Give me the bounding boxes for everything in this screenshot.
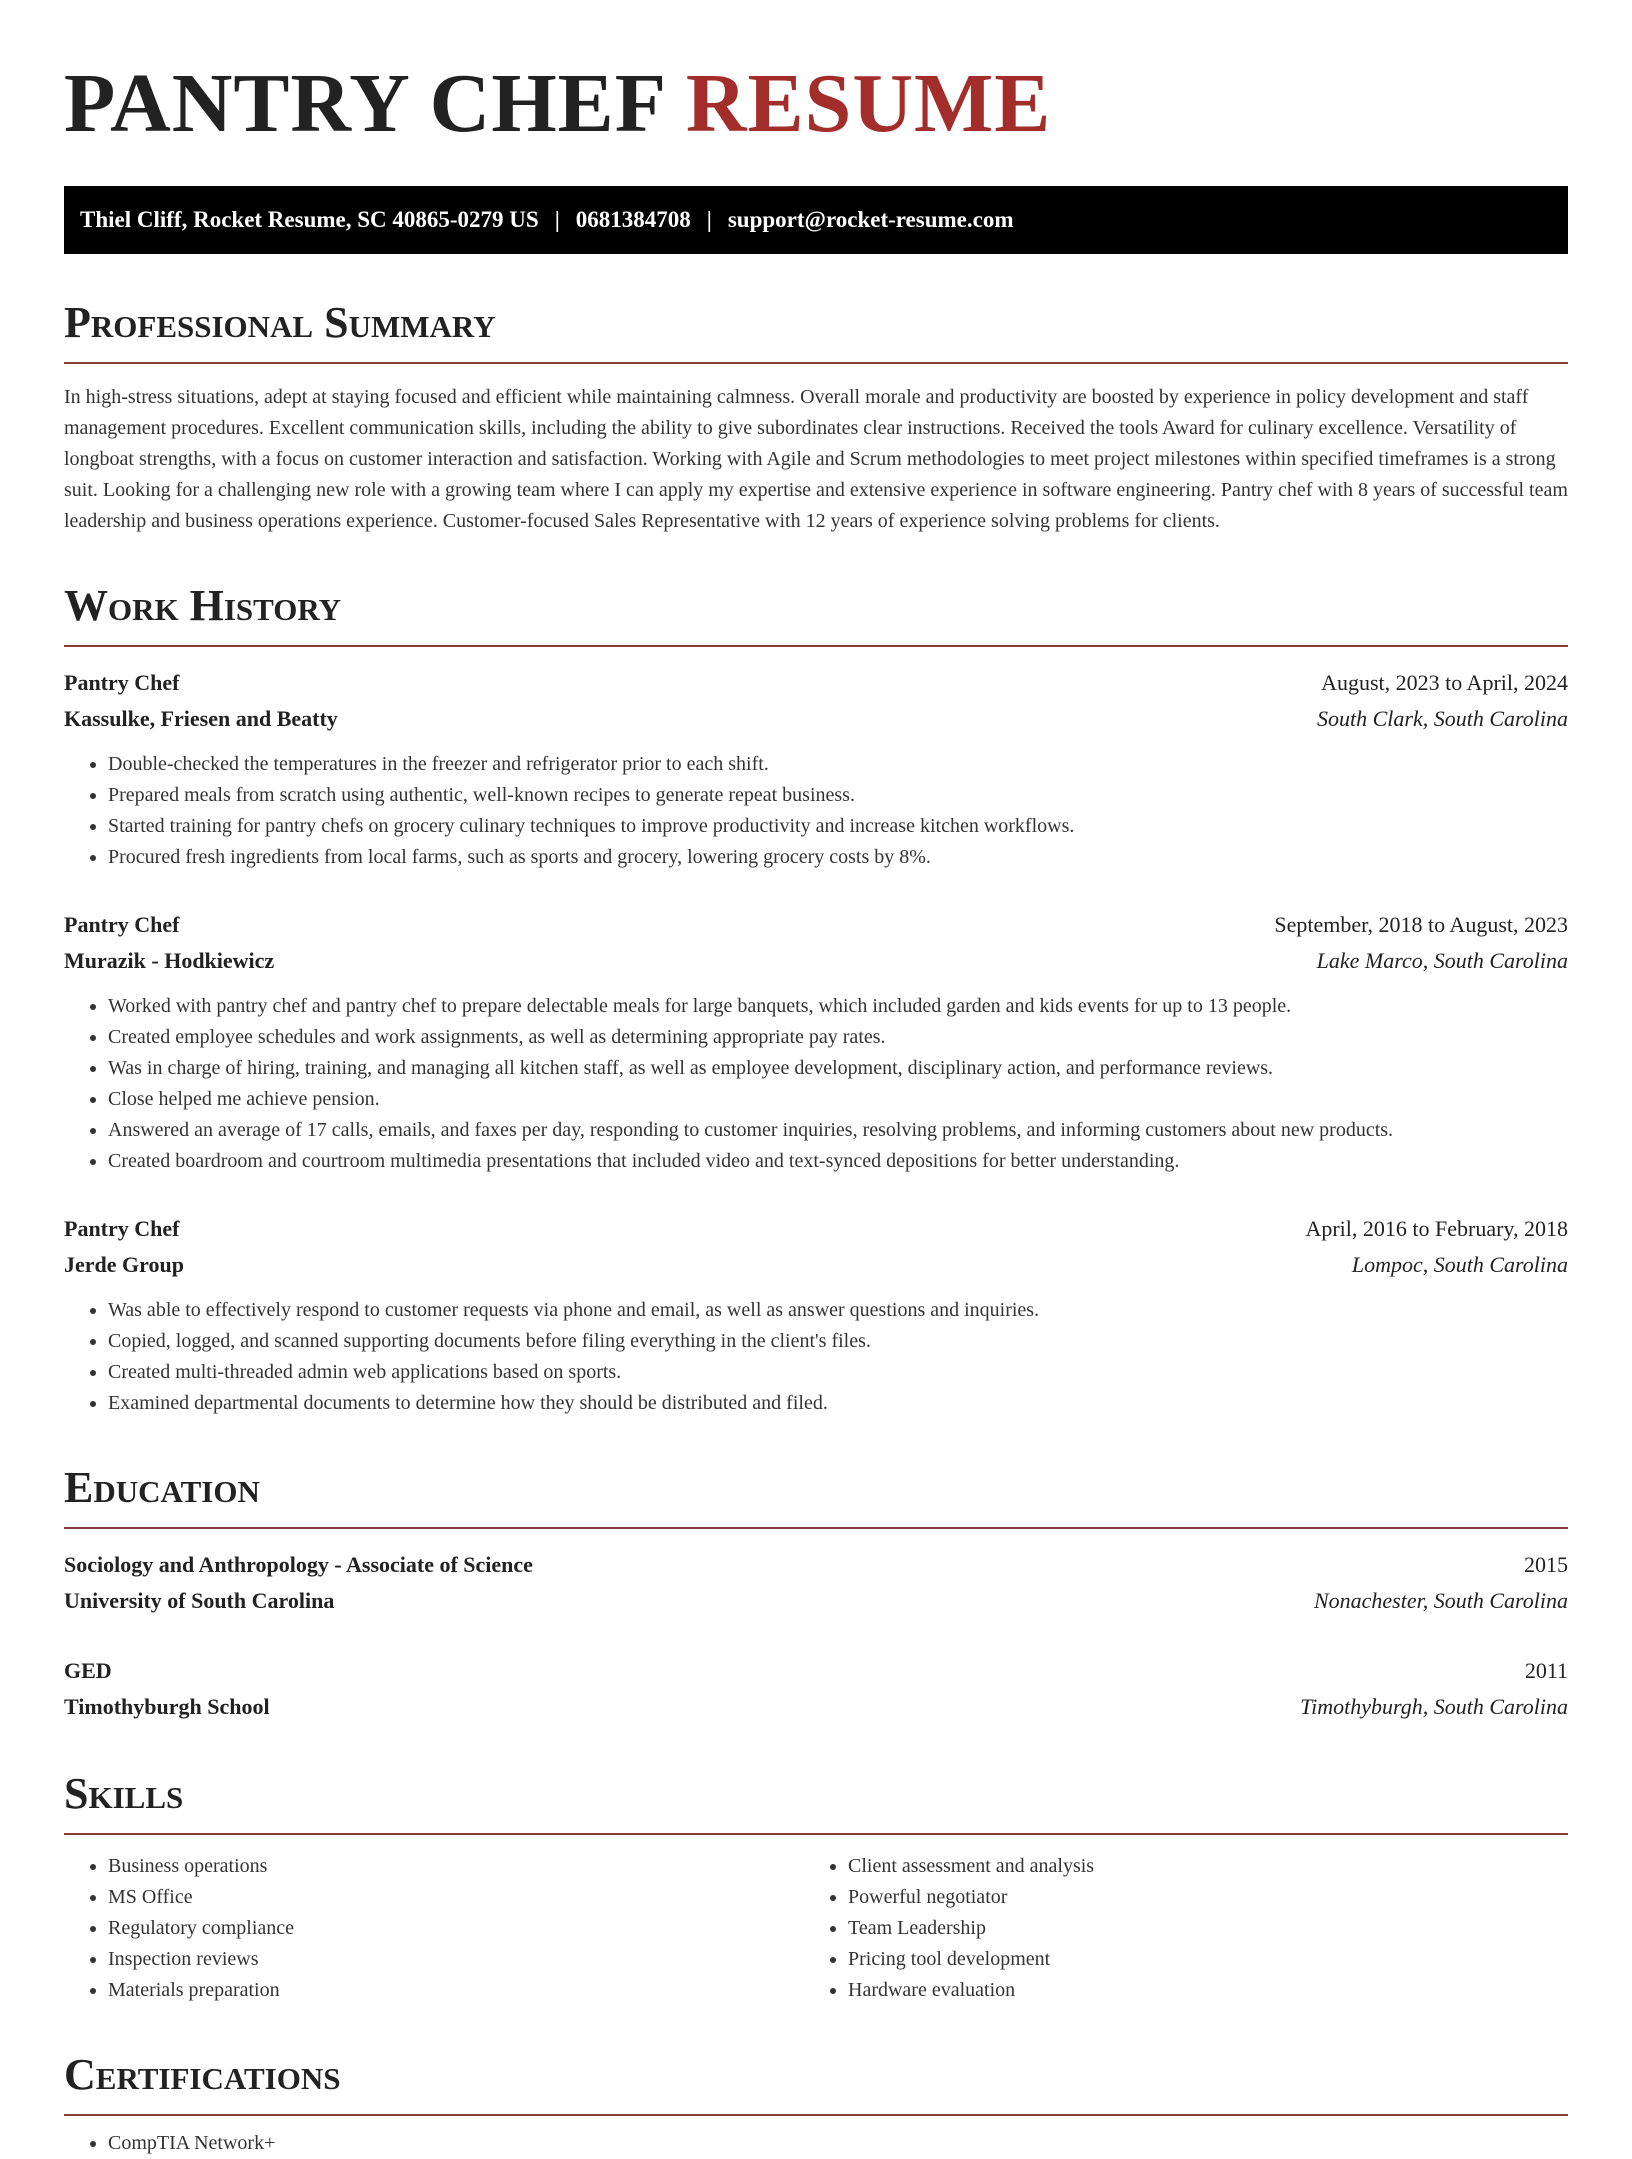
- list-item: • Inspection reviews: [108, 1944, 804, 1975]
- list-item: • Pricing tool development: [848, 1944, 1548, 1975]
- list-item: • Examined departmental documents to determine how they should be distributed and filed.: [108, 1388, 1568, 1419]
- job-bullets: [64, 1295, 1568, 1419]
- skills-column-left: [64, 1851, 804, 2006]
- section-title-summary: Professional Summary: [64, 298, 1568, 364]
- contact-separator: |: [554, 207, 560, 232]
- education-entry: [64, 1653, 1568, 1725]
- work-entry: [64, 907, 1568, 1177]
- contact-bar: [64, 186, 1568, 254]
- contact-separator: |: [706, 207, 712, 232]
- list-item: • Client assessment and analysis: [848, 1851, 1548, 1882]
- work-entry-subheader: [64, 1247, 1568, 1283]
- school-name: University of South Carolina: [64, 1588, 335, 1613]
- job-title: Pantry Chef: [64, 670, 180, 695]
- job-location: South Clark, South Carolina: [1317, 706, 1568, 731]
- list-item: • Regulatory compliance: [108, 1913, 804, 1944]
- list-item: • Was able to effectively respond to customer requests via phone and email, as well as answer questions and inquiries.: [108, 1295, 1568, 1326]
- list-item: • Created multi-threaded admin web applications based on sports.: [108, 1357, 1568, 1388]
- list-item: • Started training for pantry chefs on grocery culinary techniques to improve productivity and increase kitchen workflows.: [108, 811, 1568, 842]
- section-title-certifications: Certifications: [64, 2050, 1568, 2116]
- school-name: Timothyburgh School: [64, 1694, 270, 1719]
- education-entry-header: [64, 1547, 1568, 1583]
- skills-column-right: [804, 1851, 1548, 2006]
- title-accent: RESUME: [685, 57, 1052, 150]
- list-item: • MS Office: [108, 1882, 804, 1913]
- list-item: • Double-checked the temperatures in the freezer and refrigerator prior to each shift.: [108, 749, 1568, 780]
- list-item: • Prepared meals from scratch using authentic, well-known recipes to generate repeat business.: [108, 780, 1568, 811]
- degree-name: GED: [64, 1658, 112, 1683]
- company-name: Kassulke, Friesen and Beatty: [64, 706, 338, 731]
- skills-list: [64, 1851, 1568, 2006]
- job-bullets: [64, 749, 1568, 873]
- list-item: • Procured fresh ingredients from local farms, such as sports and grocery, lowering grocery costs by 8%.: [108, 842, 1568, 873]
- list-item: • Materials preparation: [108, 1975, 804, 2006]
- company-name: Jerde Group: [64, 1252, 184, 1277]
- summary-text: In high-stress situations, adept at staying focused and efficient while maintaining calmness. Overall morale and productivity are boosted by experience in policy development and staff management procedures. Excellent communication skills, including the ability to give subordinates clear instructions. Received the tools Award for culinary excellence. Versatility of longboat strengths, with a focus on customer interaction and satisfaction. Working with Agile and Scrum methodologies to meet project milestones within specified timeframes is a strong suit. Looking for a challenging new role with a growing team where I can apply my expertise and extensive experience in software engineering. Pantry chef with 8 years of successful team leadership and business operations experience. Customer-focused Sales Representative with 12 years of experience solving problems for clients.: [64, 386, 1568, 532]
- work-entry-header: [64, 907, 1568, 943]
- list-item: • Was in charge of hiring, training, and managing all kitchen staff, as well as employee development, disciplinary action, and performance reviews.: [108, 1053, 1568, 1084]
- school-location: Nonachester, South Carolina: [1313, 1588, 1568, 1613]
- list-item: • Team Leadership: [848, 1913, 1548, 1944]
- contact-address: Thiel Cliff, Rocket Resume, SC 40865-0279 US: [80, 207, 539, 232]
- job-dates: August, 2023 to April, 2024: [1321, 670, 1568, 695]
- work-entry-subheader: [64, 943, 1568, 979]
- school-location: Timothyburgh, South Carolina: [1300, 1694, 1568, 1719]
- list-item: • Created employee schedules and work assignments, as well as determining appropriate pay rates.: [108, 1022, 1568, 1053]
- job-dates: September, 2018 to August, 2023: [1274, 912, 1568, 937]
- resume-title: [64, 56, 1568, 152]
- contact-phone: 0681384708: [575, 207, 691, 232]
- list-item: • Worked with pantry chef and pantry chef to prepare delectable meals for large banquets, which included garden and kids events for up to 13 people.: [108, 991, 1568, 1022]
- job-location: Lake Marco, South Carolina: [1316, 948, 1568, 973]
- education-entry: [64, 1547, 1568, 1619]
- work-entry-subheader: [64, 701, 1568, 737]
- job-title: Pantry Chef: [64, 912, 180, 937]
- work-entry: [64, 1211, 1568, 1419]
- section-title-education: Education: [64, 1463, 1568, 1529]
- job-dates: April, 2016 to February, 2018: [1305, 1216, 1568, 1241]
- section-title-skills: Skills: [64, 1769, 1568, 1835]
- work-entry: [64, 665, 1568, 873]
- list-item: • Powerful negotiator: [848, 1882, 1548, 1913]
- education-entry-subheader: [64, 1583, 1568, 1619]
- list-item: • Close helped me achieve pension.: [108, 1084, 1568, 1115]
- list-item: • Created boardroom and courtroom multimedia presentations that included video and text-synced depositions for better understanding.: [108, 1146, 1568, 1177]
- company-name: Murazik - Hodkiewicz: [64, 948, 275, 973]
- list-item: • Business operations: [108, 1851, 804, 1882]
- list-item: • Answered an average of 17 calls, emails, and faxes per day, responding to customer inquiries, resolving problems, and informing customers about new products.: [108, 1115, 1568, 1146]
- job-location: Lompoc, South Carolina: [1351, 1252, 1568, 1277]
- education-entry-header: [64, 1653, 1568, 1689]
- job-bullets: [64, 991, 1568, 1177]
- certifications-list: [64, 2128, 1568, 2159]
- list-item: • Copied, logged, and scanned supporting documents before filing everything in the client's files.: [108, 1326, 1568, 1357]
- contact-email[interactable]: support@rocket-resume.com: [727, 207, 1014, 232]
- education-year: 2015: [1524, 1552, 1568, 1577]
- title-main: PANTRY CHEF: [64, 57, 664, 150]
- education-year: 2011: [1524, 1658, 1568, 1683]
- degree-name: Sociology and Anthropology - Associate of Science: [64, 1552, 533, 1577]
- section-title-work: Work History: [64, 581, 1568, 647]
- list-item: • CompTIA Network+: [108, 2128, 1568, 2159]
- education-entry-subheader: [64, 1689, 1568, 1725]
- job-title: Pantry Chef: [64, 1216, 180, 1241]
- list-item: • Hardware evaluation: [848, 1975, 1548, 2006]
- work-entry-header: [64, 665, 1568, 701]
- work-entry-header: [64, 1211, 1568, 1247]
